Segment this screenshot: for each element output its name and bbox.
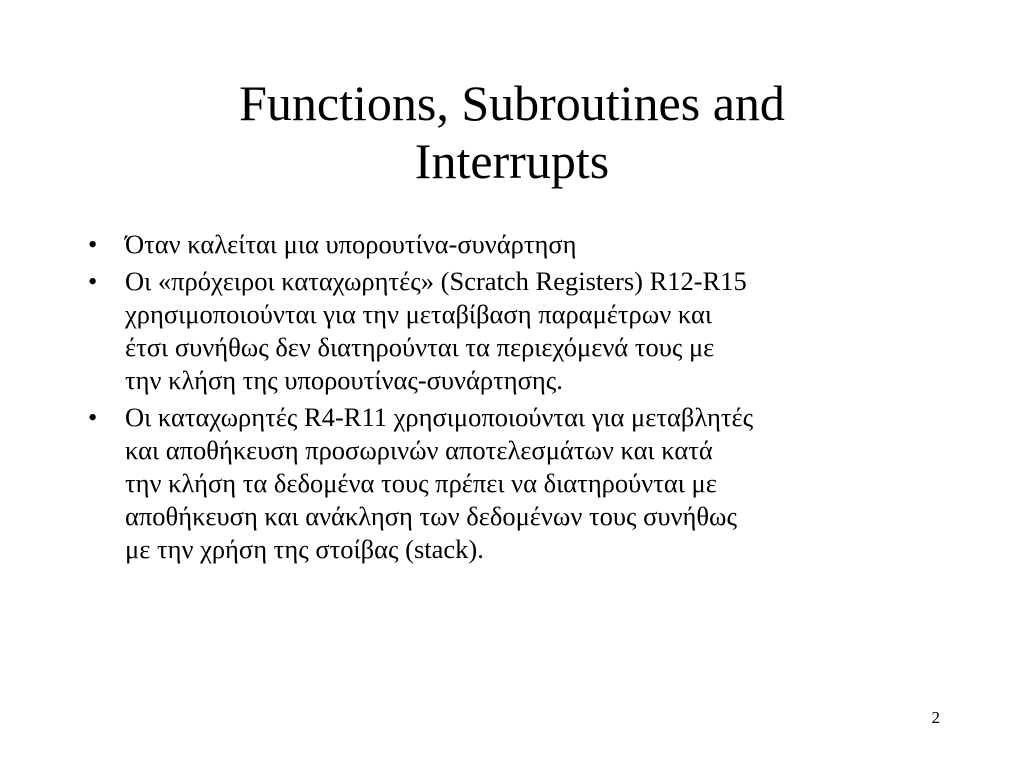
bullet-3-line-3: την κλήση τα δεδομένα τους πρέπει να διατηρούνται με (125, 468, 717, 498)
page-number: 2 (931, 708, 940, 727)
slide-title-line-1: Functions, Subroutines and (239, 75, 785, 131)
slide-title-line-2: Interrupts (414, 133, 610, 189)
bullet-item-1 (88, 228, 958, 261)
bullet-item-2 (88, 265, 958, 397)
bullet-2-line-2: χρησιμοποιούνται για την μεταβίβαση παραμέτρων και (125, 299, 712, 329)
bullet-marker-icon: • (88, 402, 98, 432)
bullet-3-line-5: με την χρήση της στοίβας (stack). (125, 534, 484, 564)
bullet-3-line-2: και αποθήκευση προσωρινών αποτελεσμάτων και κατά (125, 435, 713, 465)
bullet-marker-icon: • (88, 229, 98, 259)
bullet-3-line-1: Οι καταχωρητές R4-R11 χρησιμοποιούνται για μεταβλητές (125, 402, 754, 432)
slide-title (0, 74, 1024, 190)
bullet-2-line-4: την κλήση της υπορουτίνας-συνάρτησης. (125, 365, 563, 395)
bullet-3-line-4: αποθήκευση και ανάκληση των δεδομένων τους συνήθως (125, 501, 737, 531)
bullet-2-line-1: Οι «πρόχειροι καταχωρητές» (Scratch Registers) R12-R15 (125, 266, 747, 296)
bullet-2-line-3: έτσι συνήθως δεν διατηρούνται τα περιεχόμενά τους με (125, 332, 715, 362)
bullet-list (88, 228, 958, 570)
bullet-item-3 (88, 401, 958, 566)
bullet-1-line-1: Όταν καλείται μια υπορουτίνα-συνάρτηση (125, 229, 577, 259)
bullet-marker-icon: • (88, 266, 98, 296)
